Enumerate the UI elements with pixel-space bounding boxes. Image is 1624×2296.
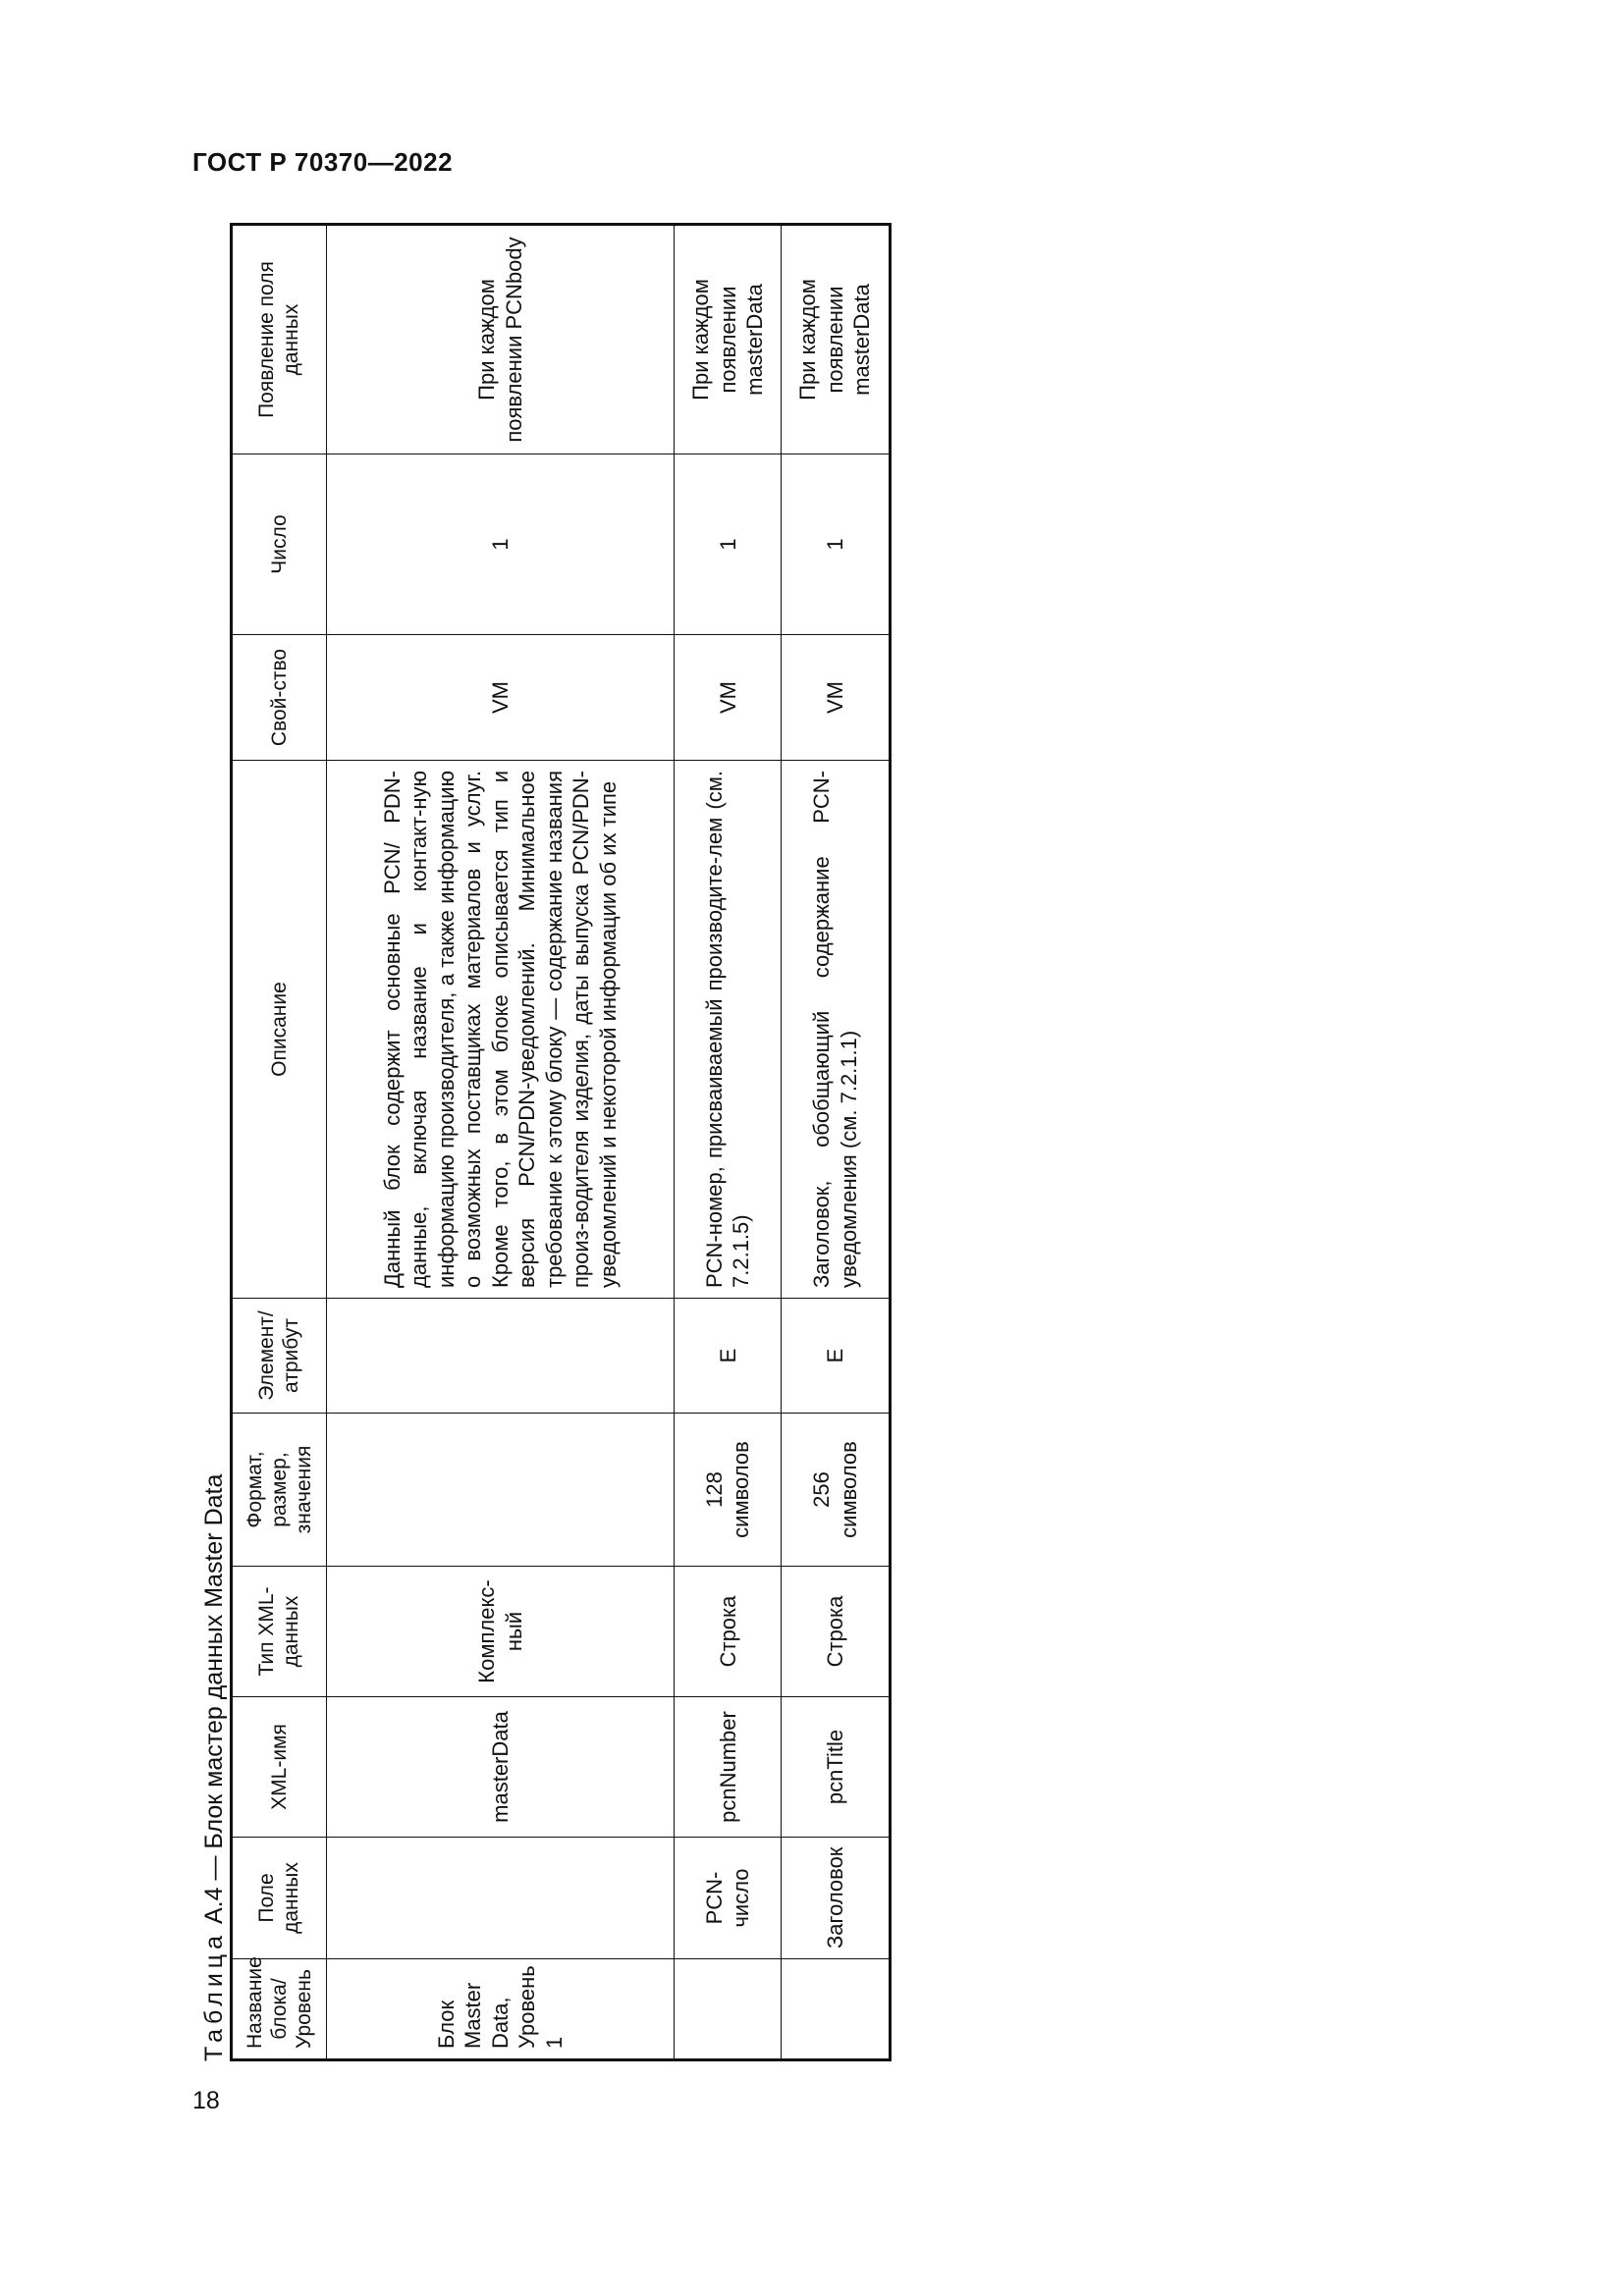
block-level-cell: Блок Master Data, Уровень 1: [326, 1959, 675, 2060]
property-cell: VM: [782, 635, 891, 761]
column-header: Элемент/ атрибут: [232, 1299, 327, 1414]
document-header: ГОСТ Р 70370—2022: [192, 147, 454, 177]
format-cell: 128 символов: [675, 1414, 782, 1567]
page-number: 18: [192, 2087, 220, 2114]
block-level-cell: [675, 1959, 782, 2060]
column-header: Название блока/ Уровень: [232, 1959, 327, 2060]
format-cell: 256 символов: [782, 1414, 891, 1567]
description-cell: Данный блок содержит основные PCN/ PDN-данные, включая название и контакт-ную информацию производителя, а также информацию о возможных поставщиках материалов и услуг. Кроме того, в этом блоке описывается тип и версия PCN/PDN-уведомлений. Минимальное требование к этому блоку — содержание названия произ-водителя изделия, даты выпуска PCN/PDN-уведомлений и некоторой информации об их типе: [326, 761, 675, 1299]
column-header: Формат, размер, значения: [232, 1414, 327, 1567]
xml-name-cell: pcnNumber: [675, 1697, 782, 1838]
data-field-cell: [326, 1838, 675, 1959]
description-cell: Заголовок, обобщающий содержание PCN-уведомления (см. 7.2.1.1): [782, 761, 891, 1299]
column-header: Свой-ство: [232, 635, 327, 761]
xml-name-cell: pcnTitle: [782, 1697, 891, 1838]
occurrence-cell: При каждом появлении masterData: [675, 225, 782, 454]
caption-text: А.4 — Блок мастер данных Master Data: [200, 1473, 228, 1925]
xml-type-cell: Комплекс-ный: [326, 1567, 675, 1697]
caption-prefix: Таблица: [200, 1930, 228, 2061]
xml-type-cell: Строка: [782, 1567, 891, 1697]
count-cell: 1: [326, 454, 675, 635]
column-header: Число: [232, 454, 327, 635]
element-attribute-cell: E: [782, 1299, 891, 1414]
element-attribute-cell: E: [675, 1299, 782, 1414]
master-data-table: [230, 223, 892, 2061]
data-field-cell: Заголовок: [782, 1838, 891, 1959]
property-cell: VM: [326, 635, 675, 761]
occurrence-cell: При каждом появлении PCNbody: [326, 225, 675, 454]
column-header: Появление поля данных: [232, 225, 327, 454]
column-header: Тип XML-данных: [232, 1567, 327, 1697]
table-caption: [200, 1474, 229, 2061]
data-field-cell: PCN-число: [675, 1838, 782, 1959]
table-row: [675, 225, 782, 2060]
table-row: [326, 225, 675, 2060]
xml-type-cell: Строка: [675, 1567, 782, 1697]
description-cell: PCN-номер, присваиваемый производите-лем (см. 7.2.1.5): [675, 761, 782, 1299]
format-cell: [326, 1414, 675, 1567]
count-cell: 1: [782, 454, 891, 635]
element-attribute-cell: [326, 1299, 675, 1414]
column-header: Описание: [232, 761, 327, 1299]
property-cell: VM: [675, 635, 782, 761]
column-header: XML-имя: [232, 1697, 327, 1838]
column-header: Поле данных: [232, 1838, 327, 1959]
rotated-table-section: [192, 226, 892, 2061]
occurrence-cell: При каждом появлении masterData: [782, 225, 891, 454]
count-cell: 1: [675, 454, 782, 635]
table-row: [782, 225, 891, 2060]
block-level-cell: [782, 1959, 891, 2060]
table-header-row: [232, 225, 327, 2060]
xml-name-cell: masterData: [326, 1697, 675, 1838]
